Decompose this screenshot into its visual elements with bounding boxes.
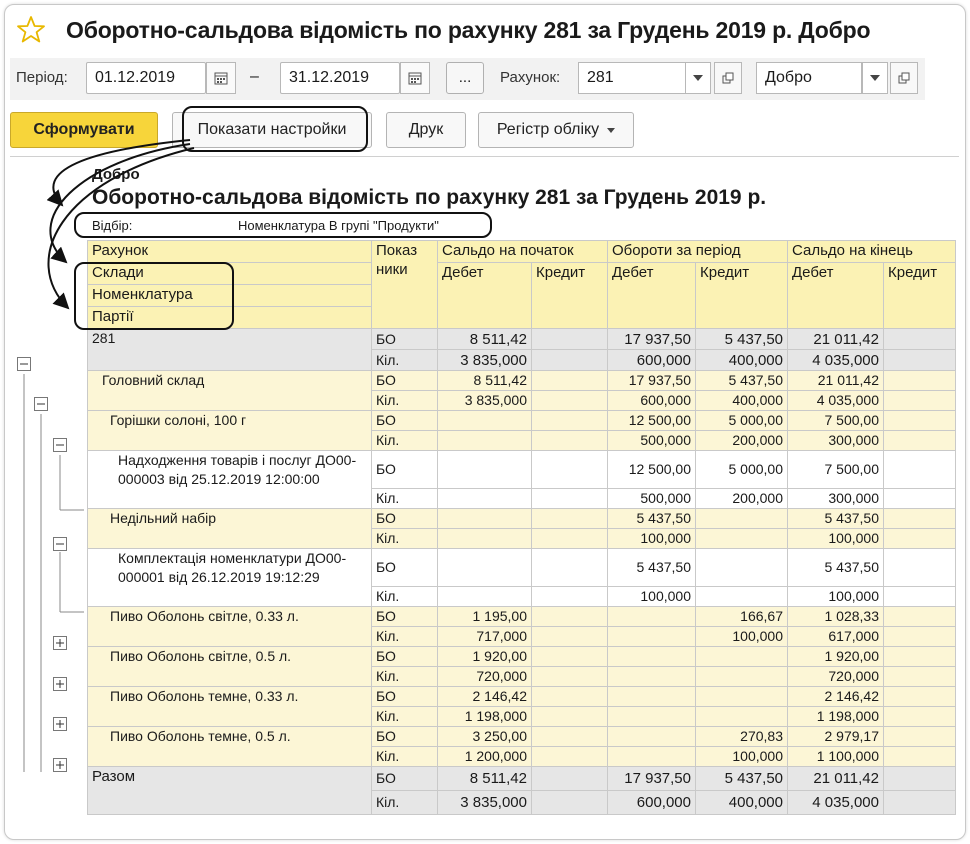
cell-ec: [884, 529, 956, 549]
cell-ec: [884, 329, 956, 350]
cell-od: 5 437,50: [608, 509, 696, 529]
row-name: Пиво Оболонь світле, 0.33 л.: [88, 607, 372, 647]
report-company: Добро: [92, 166, 140, 183]
cell-sd: 8 511,42: [438, 371, 532, 391]
cell-sc: [532, 607, 608, 627]
col-header-credit: Кредит: [884, 263, 956, 329]
cell-sd: [438, 587, 532, 607]
row-indicator: Кіл.: [372, 587, 438, 607]
cell-od: 600,000: [608, 350, 696, 371]
cell-ec: [884, 451, 956, 489]
cell-sc: [532, 767, 608, 791]
account-field[interactable]: 281: [578, 62, 686, 94]
show-settings-button[interactable]: Показати настройки: [172, 112, 372, 148]
col-header-indicators: Показ ники: [372, 241, 438, 329]
cell-sc: [532, 727, 608, 747]
cell-ed: 720,000: [788, 667, 884, 687]
cell-oc: [696, 647, 788, 667]
cell-ec: [884, 667, 956, 687]
cell-od: 12 500,00: [608, 411, 696, 431]
cell-oc: 5 437,50: [696, 371, 788, 391]
cell-sc: [532, 529, 608, 549]
minus-box-icon[interactable]: [53, 537, 67, 551]
row-indicator: Кіл.: [372, 489, 438, 509]
col-header-debit: Дебет: [788, 263, 884, 329]
table-row[interactable]: [88, 687, 956, 707]
report-title: Оборотно-сальдова відомість по рахунку 281 за Грудень 2019 р.: [92, 186, 767, 209]
cell-ec: [884, 509, 956, 529]
cell-ed: 300,000: [788, 489, 884, 509]
calendar-icon[interactable]: [206, 62, 236, 94]
cell-ec: [884, 767, 956, 791]
cell-ec: [884, 489, 956, 509]
cell-ed: 617,000: [788, 627, 884, 647]
row-name: Головний склад: [88, 371, 372, 411]
cell-ed: 100,000: [788, 529, 884, 549]
table-row[interactable]: [88, 549, 956, 587]
cell-ec: [884, 627, 956, 647]
minus-box-icon[interactable]: [17, 357, 31, 371]
row-name: Горішки солоні, 100 г: [88, 411, 372, 451]
plus-box-icon[interactable]: [53, 677, 67, 691]
cell-ed: 100,000: [788, 587, 884, 607]
cell-sd: [438, 509, 532, 529]
col-header-batches: Партії: [88, 307, 372, 329]
cell-od: 5 437,50: [608, 549, 696, 587]
cell-sd: 1 198,000: [438, 707, 532, 727]
cell-sc: [532, 667, 608, 687]
cell-ed: 4 035,000: [788, 350, 884, 371]
cell-oc: 5 437,50: [696, 767, 788, 791]
cell-ec: [884, 549, 956, 587]
chevron-down-icon: [607, 128, 615, 133]
cell-sd: [438, 451, 532, 489]
row-indicator: Кіл.: [372, 667, 438, 687]
cell-sc: [532, 371, 608, 391]
cell-od: [608, 707, 696, 727]
row-indicator: Кіл.: [372, 391, 438, 411]
tree-gutter: [10, 330, 86, 830]
row-indicator: БО: [372, 549, 438, 587]
table-row[interactable]: [88, 647, 956, 667]
row-name: Разом: [88, 767, 372, 815]
date-to-field[interactable]: 31.12.2019: [280, 62, 400, 94]
period-label: Період:: [16, 69, 68, 86]
title-bar: [16, 12, 870, 48]
cell-ec: [884, 687, 956, 707]
cell-sc: [532, 431, 608, 451]
cell-ed: 4 035,000: [788, 391, 884, 411]
cell-sd: 717,000: [438, 627, 532, 647]
cell-ed: 1 100,000: [788, 747, 884, 767]
cell-ec: [884, 431, 956, 451]
chevron-down-icon[interactable]: [685, 62, 711, 94]
cell-od: 12 500,00: [608, 451, 696, 489]
cell-ed: 4 035,000: [788, 791, 884, 815]
cell-sd: 3 835,000: [438, 350, 532, 371]
minus-box-icon[interactable]: [34, 397, 48, 411]
row-indicator: Кіл.: [372, 791, 438, 815]
cell-sc: [532, 391, 608, 411]
col-header-opening: Сальдо на початок: [438, 241, 608, 263]
cell-oc: [696, 509, 788, 529]
cell-sc: [532, 791, 608, 815]
cell-sc: [532, 489, 608, 509]
cell-sc: [532, 509, 608, 529]
cell-od: 100,000: [608, 587, 696, 607]
cell-sc: [532, 411, 608, 431]
cell-oc: 166,67: [696, 607, 788, 627]
cell-oc: [696, 549, 788, 587]
open-form-icon[interactable]: [714, 62, 742, 94]
col-header-closing: Сальдо на кінець: [788, 241, 956, 263]
generate-button[interactable]: Сформувати: [10, 112, 158, 148]
minus-box-icon[interactable]: [53, 438, 67, 452]
col-header-warehouses: Склади: [88, 263, 372, 285]
cell-ec: [884, 411, 956, 431]
cell-sd: 2 146,42: [438, 687, 532, 707]
filter-label: Відбір:: [92, 218, 133, 233]
cell-sd: 8 511,42: [438, 767, 532, 791]
row-indicator: Кіл.: [372, 529, 438, 549]
cell-od: 100,000: [608, 529, 696, 549]
row-indicator: Кіл.: [372, 747, 438, 767]
cell-ed: 2 146,42: [788, 687, 884, 707]
cell-od: [608, 607, 696, 627]
date-from-field[interactable]: 01.12.2019: [86, 62, 206, 94]
register-button[interactable]: [478, 112, 634, 148]
row-name: Недільний набір: [88, 509, 372, 549]
cell-oc: [696, 587, 788, 607]
cell-ed: 1 028,33: [788, 607, 884, 627]
cell-od: 17 937,50: [608, 371, 696, 391]
cell-oc: 5 437,50: [696, 329, 788, 350]
cell-od: [608, 687, 696, 707]
row-indicator: БО: [372, 509, 438, 529]
cell-sd: 1 920,00: [438, 647, 532, 667]
cell-od: 500,000: [608, 431, 696, 451]
cell-sc: [532, 350, 608, 371]
row-name: 281: [88, 329, 372, 371]
cell-od: 17 937,50: [608, 767, 696, 791]
row-name: Комплектація номенклатури ДО00-000001 від 26.12.2019 19:12:29: [88, 549, 372, 607]
cell-ec: [884, 647, 956, 667]
cell-oc: 400,000: [696, 791, 788, 815]
col-header-debit: Дебет: [438, 263, 532, 329]
table-row[interactable]: [88, 727, 956, 747]
row-indicator: БО: [372, 607, 438, 627]
col-header-debit: Дебет: [608, 263, 696, 329]
row-indicator: БО: [372, 451, 438, 489]
table-row[interactable]: [88, 411, 956, 431]
cell-od: 500,000: [608, 489, 696, 509]
cell-od: 17 937,50: [608, 329, 696, 350]
col-header-credit: Кредит: [532, 263, 608, 329]
row-indicator: БО: [372, 647, 438, 667]
cell-oc: [696, 687, 788, 707]
cell-ec: [884, 791, 956, 815]
cell-sc: [532, 329, 608, 350]
cell-oc: [696, 529, 788, 549]
col-header-credit: Кредит: [696, 263, 788, 329]
cell-oc: [696, 707, 788, 727]
table-row[interactable]: [88, 329, 956, 350]
filter-value: Номенклатура В групі "Продукти": [238, 218, 439, 233]
cell-sc: [532, 549, 608, 587]
cell-ed: 5 437,50: [788, 549, 884, 587]
cell-ed: 1 198,000: [788, 707, 884, 727]
cell-sd: 8 511,42: [438, 329, 532, 350]
cell-sd: 3 250,00: [438, 727, 532, 747]
row-indicator: БО: [372, 767, 438, 791]
row-indicator: Кіл.: [372, 350, 438, 371]
calendar-icon[interactable]: [400, 62, 430, 94]
date-range-dash: –: [250, 68, 259, 85]
cell-ec: [884, 707, 956, 727]
cell-ed: 5 437,50: [788, 509, 884, 529]
cell-od: 600,000: [608, 391, 696, 411]
cell-od: [608, 747, 696, 767]
table-row[interactable]: [88, 767, 956, 791]
table-row[interactable]: [88, 607, 956, 627]
parameters-bar: [10, 58, 925, 100]
cell-ec: [884, 607, 956, 627]
table-row[interactable]: [88, 451, 956, 489]
cell-sd: [438, 431, 532, 451]
row-indicator: Кіл.: [372, 627, 438, 647]
account-label: Рахунок:: [500, 69, 561, 86]
star-icon[interactable]: [16, 15, 46, 45]
cell-sd: [438, 411, 532, 431]
cell-od: [608, 727, 696, 747]
cell-ed: 21 011,42: [788, 767, 884, 791]
row-name: Надходження товарів і послуг ДО00-000003 від 25.12.2019 12:00:00: [88, 451, 372, 509]
cell-oc: 200,000: [696, 431, 788, 451]
cell-sd: [438, 489, 532, 509]
cell-ec: [884, 391, 956, 411]
cell-ec: [884, 587, 956, 607]
cell-sc: [532, 747, 608, 767]
cell-sc: [532, 707, 608, 727]
cell-sd: 3 835,000: [438, 791, 532, 815]
cell-oc: 100,000: [696, 627, 788, 647]
col-header-nomenclature: Номенклатура: [88, 285, 372, 307]
print-button[interactable]: Друк: [386, 112, 466, 148]
col-header-turnover: Обороти за період: [608, 241, 788, 263]
cell-od: 600,000: [608, 791, 696, 815]
open-form-icon[interactable]: [890, 62, 918, 94]
cell-ec: [884, 350, 956, 371]
cell-sd: [438, 549, 532, 587]
cell-ec: [884, 371, 956, 391]
cell-oc: 400,000: [696, 391, 788, 411]
row-name: Пиво Оболонь темне, 0.5 л.: [88, 727, 372, 767]
cell-oc: 400,000: [696, 350, 788, 371]
cell-oc: 270,83: [696, 727, 788, 747]
col-header-account: Рахунок: [88, 241, 372, 263]
cell-sc: [532, 687, 608, 707]
cell-od: [608, 627, 696, 647]
report-table: [87, 240, 956, 815]
plus-box-icon[interactable]: [53, 758, 67, 772]
cell-oc: 100,000: [696, 747, 788, 767]
cell-oc: [696, 667, 788, 687]
cell-oc: 5 000,00: [696, 411, 788, 431]
cell-ec: [884, 727, 956, 747]
plus-box-icon[interactable]: [53, 636, 67, 650]
row-name: Пиво Оболонь темне, 0.33 л.: [88, 687, 372, 727]
cell-sc: [532, 647, 608, 667]
cell-sd: 1 195,00: [438, 607, 532, 627]
plus-box-icon[interactable]: [53, 717, 67, 731]
row-name: Пиво Оболонь світле, 0.5 л.: [88, 647, 372, 687]
row-indicator: БО: [372, 371, 438, 391]
row-indicator: БО: [372, 411, 438, 431]
cell-od: [608, 647, 696, 667]
cell-ed: 21 011,42: [788, 371, 884, 391]
company-field[interactable]: Добро: [756, 62, 862, 94]
row-indicator: БО: [372, 727, 438, 747]
register-button-label: Регістр обліку: [496, 121, 600, 138]
cell-oc: 5 000,00: [696, 451, 788, 489]
window-title: Оборотно-сальдова відомість по рахунку 281 за Грудень 2019 р. Добро: [66, 16, 871, 43]
cell-sd: 720,000: [438, 667, 532, 687]
cell-od: [608, 667, 696, 687]
cell-sd: 3 835,000: [438, 391, 532, 411]
chevron-down-icon[interactable]: [862, 62, 888, 94]
cell-sc: [532, 627, 608, 647]
row-indicator: Кіл.: [372, 431, 438, 451]
cell-sc: [532, 451, 608, 489]
cell-sc: [532, 587, 608, 607]
cell-ed: 7 500,00: [788, 411, 884, 431]
cell-oc: 200,000: [696, 489, 788, 509]
row-indicator: Кіл.: [372, 707, 438, 727]
cell-ed: 21 011,42: [788, 329, 884, 350]
cell-ed: 7 500,00: [788, 451, 884, 489]
row-indicator: БО: [372, 687, 438, 707]
row-indicator: БО: [372, 329, 438, 350]
cell-ed: 1 920,00: [788, 647, 884, 667]
table-row[interactable]: [88, 371, 956, 391]
cell-ed: 2 979,17: [788, 727, 884, 747]
table-row[interactable]: [88, 509, 956, 529]
period-select-button[interactable]: ...: [446, 62, 484, 94]
cell-sd: [438, 529, 532, 549]
cell-sd: 1 200,000: [438, 747, 532, 767]
cell-ec: [884, 747, 956, 767]
cell-ed: 300,000: [788, 431, 884, 451]
